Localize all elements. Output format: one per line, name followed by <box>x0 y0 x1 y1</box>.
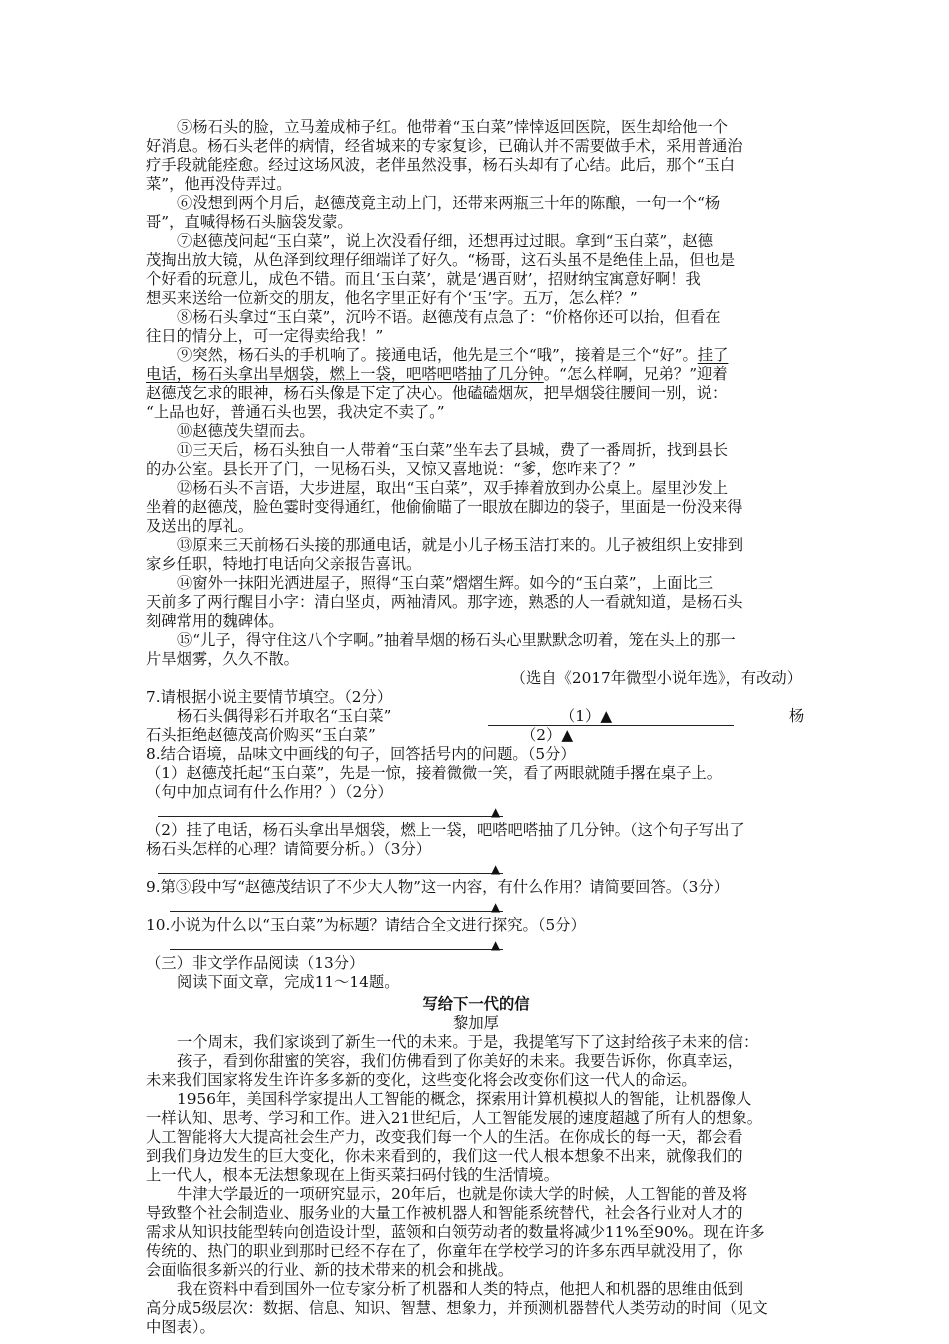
story-p5-line: 疗手段就能痊愈。经过这场风波，老伴虽然没事，杨石头却有了心结。此后，那个“玉白 <box>146 156 736 174</box>
question-9: 9.第③段中写“赵德茂结识了不少大人物”这一内容，有什么作用？请简要回答。（3分） <box>146 878 730 896</box>
story-p6-line: ⑥没想到两个月后，赵德茂竟主动上门，还带来两瓶三十年的陈酿，一句一个“杨 <box>177 194 721 212</box>
article-line: 需求从知识技能型转向创造设计型，蓝领和白领劳动者的数量将减少11%至90%。现在许多 <box>146 1223 765 1241</box>
source-citation: （选自《2017年微型小说年选》，有改动） <box>510 669 802 687</box>
story-p14-line: 刻碑常用的魏碑体。 <box>146 612 284 630</box>
answer-mark: ▲ <box>491 938 501 952</box>
story-p7-line: 想买来送给一位新交的朋友，他名字里正好有个‘玉’字。五万，怎么样？” <box>146 289 638 307</box>
article-line: 人工智能将大大提高社会生产力，改变我们每一个人的生活。在你成长的每一天，都会看 <box>146 1128 743 1146</box>
story-p8-line: 往日的情分上，可一定得卖给我！” <box>146 327 384 345</box>
q8-sub-2-prompt: 杨石头怎样的心理？请简要分析。）（3分） <box>146 840 432 858</box>
story-p11-line: ⑪三天后，杨石头独自一人带着“玉白菜”坐车去了县城，费了一番周折，找到县长 <box>177 441 729 459</box>
q8-sub-2: （2）挂了电话，杨石头拿出旱烟袋，燃上一袋，吧嗒吧嗒抽了几分钟。（这个句子写出了 <box>146 821 745 839</box>
article-line: 会面临很多新兴的行业、新的技术带来的机会和挑战。 <box>146 1261 514 1279</box>
q7-blank-1: （1）▲ <box>560 707 613 725</box>
section-instruction: 阅读下面文章，完成11～14题。 <box>177 973 400 991</box>
article-line: 高分成5级层次：数据、信息、知识、智慧、想象力，并预测机器替代人类劳动的时间（见文 <box>146 1299 768 1317</box>
answer-mark: ▲ <box>491 900 501 914</box>
story-p13-line: 家乡任职，特地打电话向父亲报告喜讯。 <box>146 555 422 573</box>
story-p6-line: 哥”，直喊得杨石头脑袋发蒙。 <box>146 213 353 231</box>
story-p8-line: ⑧杨石头拿过“玉白菜”，沉吟不语。赵德茂有点急了：“价格你还可以抬，但看在 <box>177 308 721 326</box>
answer-line <box>170 911 503 912</box>
article-line: 牛津大学最近的一项研究显示，20年后，也就是你读大学的时候，人工智能的普及将 <box>177 1185 748 1203</box>
answer-line <box>158 873 503 874</box>
story-p5-line: 好消息。杨石头老伴的病情，经省城来的专家复诊，已确认并不需要做手术，采用普通治 <box>146 137 743 155</box>
question-7: 7.请根据小说主要情节填空。（2分） <box>146 688 393 706</box>
story-p5-line: ⑤杨石头的脸，立马羞成柿子红。他带着“玉白菜”悻悻返回医院，医生却给他一个 <box>177 118 729 136</box>
article-line: 导致整个社会制造业、服务业的大量工作被机器人和智能系统替代，社会各行业对人才的 <box>146 1204 743 1222</box>
story-p12-line: 及送出的厚礼。 <box>146 517 254 535</box>
underlined-sentence: 电话，杨石头拿出旱烟袋，燃上一袋，吧嗒吧嗒抽了几分钟 <box>146 365 544 383</box>
p9-plain-text: 。“怎么样啊，兄弟？”迎着 <box>543 365 728 383</box>
answer-mark: ▲ <box>491 862 501 876</box>
answer-line <box>158 816 503 817</box>
q7-plot-1: 杨石头偶得彩石并取名“玉白菜” <box>177 707 392 725</box>
story-p14-line: ⑭窗外一抹阳光洒进屋子，照得“玉白菜”熠熠生辉。如今的“玉白菜”，上面比三 <box>177 574 714 592</box>
story-p7-line: 个好看的玩意儿，成色不错。而且‘玉白菜’，就是‘遇百财’，招财纳宝寓意好啊！我 <box>146 270 701 288</box>
q7-plot-2: 石头拒绝赵德茂高价购买“玉白菜” <box>146 726 376 744</box>
article-line: 孩子，看到你甜蜜的笑容，我们仿佛看到了你美好的未来。我要告诉你，你真幸运， <box>177 1052 743 1070</box>
story-p7-line: ⑦赵德茂问起“玉白菜”，说上次没看仔细，还想再过过眼。拿到“玉白菜”，赵德 <box>177 232 714 250</box>
q7-blank-2: （2）▲ <box>521 726 574 744</box>
underlined-sentence: 挂了 <box>697 346 729 364</box>
story-p10-line: ⑩赵德茂失望而去。 <box>177 422 315 440</box>
article-line: 到我们身边发生的巨大变化，你未来看到的，我们这一代人根本想象不出来，就像我们的 <box>146 1147 743 1165</box>
story-p12-line: ⑫杨石头不言语，大步进屋，取出“玉白菜”，双手捧着放到办公桌上。屋里沙发上 <box>177 479 729 497</box>
story-p9-line <box>177 346 837 366</box>
story-p9-line <box>146 365 806 385</box>
article-line: 一个周末，我们家谈到了新生一代的未来。于是，我提笔写下了这封给孩子未来的信： <box>177 1033 759 1051</box>
article-line: 未来我们国家将发生许许多多新的变化，这些变化将会改变你们这一代人的命运。 <box>146 1071 697 1089</box>
p9-plain-text: ⑨突然，杨石头的手机响了。接通电话，他先是三个“哦”，接着是三个“好”。 <box>177 346 698 364</box>
article-line: 上一代人，根本无法想象现在上街买菜扫码付钱的生活情境。 <box>146 1166 560 1184</box>
question-10: 10.小说为什么以“玉白菜”为标题？请结合全文进行探究。（5分） <box>146 916 586 934</box>
q8-sub-1: （1）赵德茂托起“玉白菜”，先是一惊，接着微微一笑，看了两眼就随手撂在桌子上。 <box>146 764 723 782</box>
story-p12-line: 坐着的赵德茂，脸色霎时变得通红，他偷偷瞄了一眼放在脚边的袋子，里面是一份没来得 <box>146 498 743 516</box>
article-author: 黎加厚 <box>453 1014 499 1032</box>
question-8: 8.结合语境，品味文中画线的句子，回答括号内的问题。（5分） <box>146 745 576 763</box>
article-line: 传统的、热门的职业到那时已经不存在了，你童年在学校学习的许多东西早就没用了，你 <box>146 1242 743 1260</box>
story-p14-line: 天前多了两行醒目小字：清白坚贞，两袖清风。那字迹，熟悉的人一看就知道，是杨石头 <box>146 593 743 611</box>
story-p11-line: 的办公室。县长开了门，一见杨石头，又惊又喜地说：“爹，您咋来了？” <box>146 460 636 478</box>
article-title: 写给下一代的信 <box>422 995 530 1013</box>
article-line: 1956年，美国科学家提出人工智能的概念，探索用计算机模拟人的智能，让机器像人 <box>177 1090 752 1108</box>
story-p15-line: 片旱烟雾，久久不散。 <box>146 650 299 668</box>
answer-line <box>170 949 503 950</box>
story-p9-line: “上品也好，普通石头也罢，我决定不卖了。” <box>146 403 445 421</box>
story-p13-line: ⑬原来三天前杨石头接的那通电话，就是小儿子杨玉洁打来的。儿子被组织上安排到 <box>177 536 743 554</box>
article-line: 我在资料中看到国外一位专家分析了机器和人类的特点，他把人和机器的思维由低到 <box>177 1280 743 1298</box>
story-p9-line: 赵德茂乞求的眼神，杨石头像是下定了决心。他磕磕烟灰，把旱烟袋往腰间一别，说： <box>146 384 728 402</box>
section-heading: （三）非文学作品阅读（13分） <box>146 954 365 972</box>
article-line: 中图表）。 <box>146 1318 215 1336</box>
q7-continuation: 杨 <box>789 707 805 725</box>
answer-mark: ▲ <box>491 805 501 819</box>
q8-sub-1-prompt: （句中加点词有什么作用？）（2分） <box>146 783 393 801</box>
story-p5-line: 菜”，他再没侍弄过。 <box>146 175 292 193</box>
story-p7-line: 茂掏出放大镜，从色泽到纹理仔细端详了好久。“杨哥，这石头虽不是绝佳上品，但也是 <box>146 251 736 269</box>
story-p15-line: ⑮“儿子，得守住这八个字啊。”抽着旱烟的杨石头心里默默念叨着，笼在头上的那一 <box>177 631 736 649</box>
article-line: 一样认知、思考、学习和工作。进入21世纪后，人工智能发展的速度超越了所有人的想象。 <box>146 1109 763 1127</box>
